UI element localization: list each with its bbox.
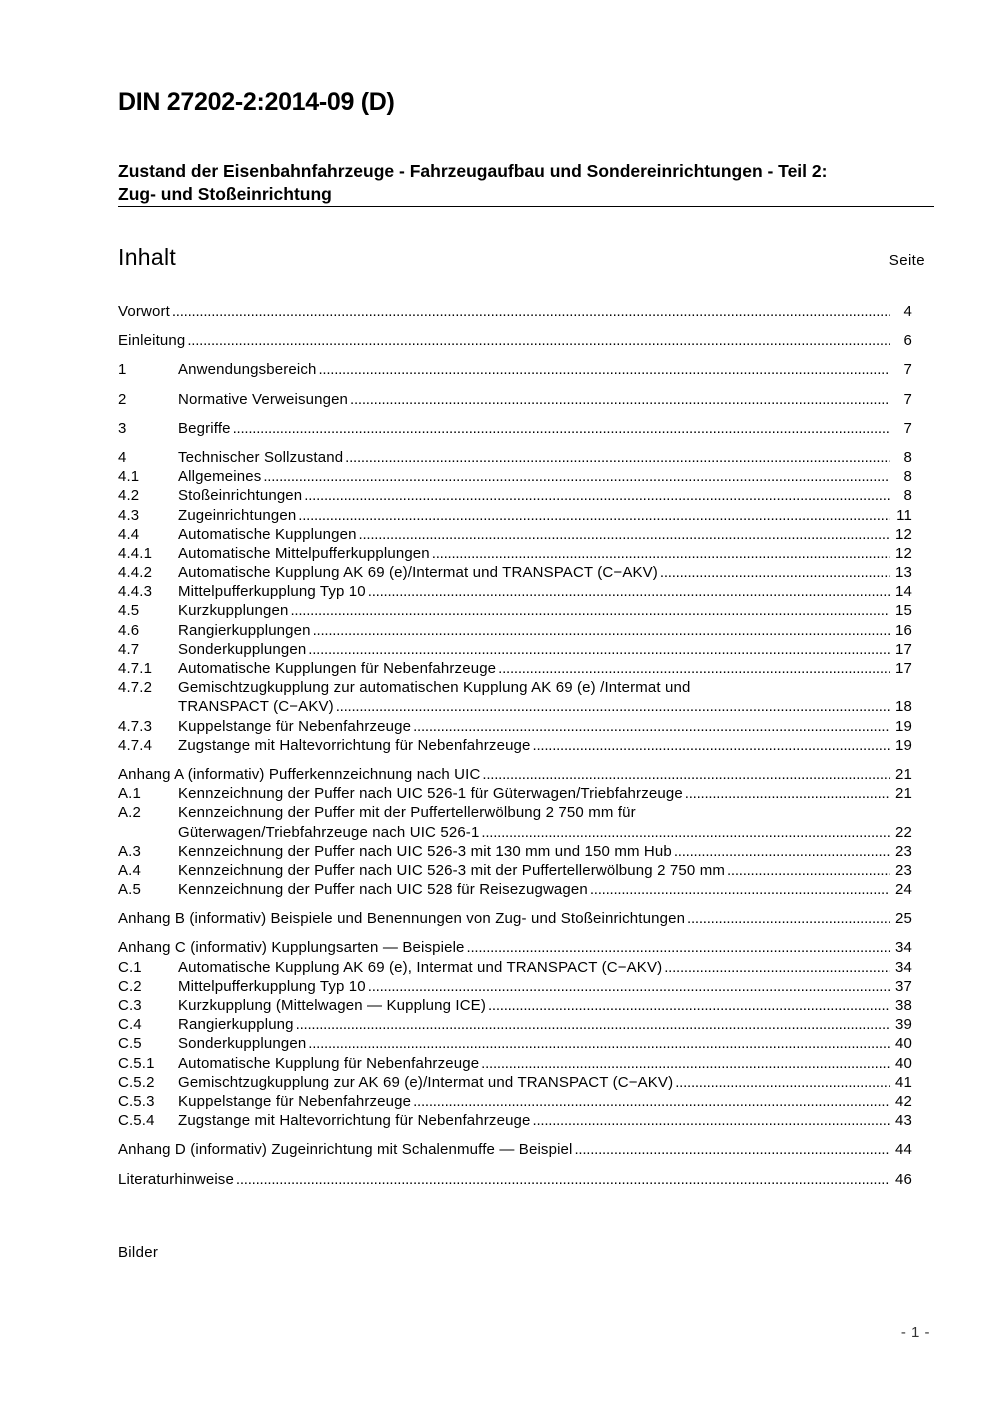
toc-entry[interactable]: [118, 563, 912, 582]
toc-entry[interactable]: [118, 506, 912, 525]
toc-entry-number: C.2: [118, 977, 142, 995]
toc-entry-number: 4.2: [118, 487, 140, 505]
toc-entry-number: 4.7.4: [118, 736, 153, 754]
toc-entry[interactable]: [118, 909, 912, 928]
toc-entry-page: 41: [895, 1073, 912, 1091]
toc-entry-number: 4.4: [118, 525, 140, 543]
toc-entry[interactable]: [118, 880, 912, 899]
toc-entry[interactable]: [118, 419, 912, 438]
toc-entry-page: 24: [895, 881, 912, 899]
toc-entry-page: 17: [895, 660, 912, 677]
toc-entry-page: 21: [895, 765, 912, 783]
toc-entry[interactable]: [118, 697, 912, 716]
toc-entry-page: 8: [903, 448, 912, 466]
toc-entry-page: 25: [895, 910, 912, 928]
toc-entry[interactable]: [118, 977, 912, 996]
toc-entry[interactable]: [118, 678, 912, 697]
toc-entry[interactable]: [118, 717, 912, 736]
toc-entry[interactable]: [118, 1111, 912, 1130]
toc-entry[interactable]: [118, 1054, 912, 1073]
toc-entry[interactable]: [118, 765, 912, 784]
toc-entry-page: 7: [903, 361, 912, 379]
toc-entry[interactable]: [118, 1015, 912, 1034]
toc-entry-title: Allgemeines . . .: [178, 467, 890, 486]
toc-entry-number: 1: [118, 361, 127, 379]
toc-entry-title: Gemischtzugkupplung zur AK 69 (e)/Intermat und TRANSPACT (C−AKV) . . .: [178, 1073, 890, 1092]
toc-entry-page: 42: [895, 1092, 912, 1110]
toc-entry-number: 4.7.2: [118, 679, 153, 697]
toc-entry-number: A.3: [118, 842, 141, 860]
toc-entry-title: Vorwort . . .: [118, 302, 890, 321]
toc-entry-page: 19: [895, 736, 912, 754]
toc-entry-page: 6: [903, 332, 912, 350]
toc-entry-title: Mittelpufferkupplung Typ 10 . . .: [178, 977, 890, 996]
toc-entry-number: 4.1: [118, 468, 140, 486]
toc-entry-title: Kurzkupplung (Mittelwagen — Kupplung ICE) . . .: [178, 996, 890, 1015]
toc-entry-title: Zugeinrichtungen . . .: [178, 506, 890, 525]
toc-entry-title: Automatische Kupplung AK 69 (e), Intermat und TRANSPACT (C−AKV) . . .: [178, 958, 890, 977]
toc-entry-page: 37: [895, 977, 912, 995]
table-of-contents: [118, 300, 912, 1189]
toc-entry[interactable]: [118, 582, 912, 601]
toc-entry-number: C.5.2: [118, 1073, 155, 1091]
toc-entry[interactable]: [118, 601, 912, 620]
toc-entry[interactable]: [118, 640, 912, 659]
document-title-line: Zug- und Stoßeinrichtung: [118, 184, 332, 204]
toc-entry-page: 13: [895, 564, 912, 582]
toc-entry-page: 15: [895, 602, 912, 620]
toc-entry[interactable]: [118, 736, 912, 755]
toc-entry-title: Anhang C (informativ) Kupplungsarten — Beispiele . . .: [118, 938, 890, 957]
toc-entry[interactable]: [118, 659, 912, 678]
toc-entry[interactable]: [118, 842, 912, 861]
document-title-line: Zustand der Eisenbahnfahrzeuge - Fahrzeugaufbau und Sondereinrichtungen - Teil 2:: [118, 161, 828, 181]
toc-entry-page: 40: [895, 1054, 912, 1072]
toc-entry[interactable]: [118, 938, 912, 957]
toc-entry[interactable]: [118, 996, 912, 1015]
toc-entry[interactable]: [118, 1170, 912, 1189]
toc-entry-number: C.5.1: [118, 1054, 155, 1072]
toc-entry-page: 46: [895, 1170, 912, 1188]
toc-entry-number: A.2: [118, 804, 141, 822]
toc-entry-title: Begriffe . . .: [178, 419, 890, 438]
toc-entry-number: A.4: [118, 861, 141, 879]
toc-entry-page: 21: [895, 785, 912, 803]
toc-entry[interactable]: [118, 861, 912, 880]
toc-entry-page: 22: [895, 823, 912, 841]
toc-entry[interactable]: [118, 784, 912, 803]
toc-entry-title: Kennzeichnung der Puffer nach UIC 526-3 mit der Puffertellerwölbung 2 750 mm . . .: [178, 861, 890, 880]
toc-entry-page: 23: [895, 842, 912, 860]
toc-entry-title: Anhang D (informativ) Zugeinrichtung mit Schalenmuffe — Beispiel . . .: [118, 1140, 890, 1159]
toc-entry-number: 3: [118, 419, 127, 437]
toc-entry-title: Kurzkupplungen . . .: [178, 601, 890, 620]
toc-entry-title: TRANSPACT (C−AKV) . . .: [178, 697, 890, 716]
toc-entry[interactable]: [118, 486, 912, 505]
toc-entry-title: Automatische Kupplung AK 69 (e)/Intermat und TRANSPACT (C−AKV) . . .: [178, 563, 890, 582]
toc-entry[interactable]: [118, 390, 912, 409]
toc-entry-page: 44: [895, 1141, 912, 1159]
toc-entry-title: Normative Verweisungen . . .: [178, 390, 890, 409]
toc-entry[interactable]: [118, 525, 912, 544]
document-id: DIN 27202-2:2014-09 (D): [118, 88, 395, 116]
toc-entry[interactable]: [118, 331, 912, 350]
toc-entry-number: C.1: [118, 958, 142, 976]
toc-entry[interactable]: [118, 621, 912, 640]
toc-entry-number: C.3: [118, 997, 142, 1014]
toc-entry-number: 4.7.3: [118, 717, 153, 735]
toc-entry-title: Rangierkupplung . . .: [178, 1015, 890, 1034]
toc-entry[interactable]: [118, 958, 912, 977]
toc-entry-title: Kuppelstange für Nebenfahrzeuge . . .: [178, 717, 890, 736]
toc-entry-title: Kennzeichnung der Puffer nach UIC 526-1 für Güterwagen/Triebfahrzeuge . . .: [178, 784, 890, 803]
toc-entry-page: 7: [903, 390, 912, 408]
toc-entry-page: 17: [895, 640, 912, 658]
toc-entry-page: 12: [895, 544, 912, 562]
toc-entry-number: 4.7.1: [118, 660, 153, 677]
toc-entry[interactable]: [118, 1140, 912, 1159]
toc-entry[interactable]: [118, 823, 912, 842]
toc-entry-number: 4.6: [118, 621, 140, 639]
toc-entry-title: Automatische Kupplungen . . .: [178, 525, 890, 544]
toc-entry-page: 40: [895, 1035, 912, 1053]
toc-entry-page: 43: [895, 1112, 912, 1130]
toc-entry-title: Rangierkupplungen . . .: [178, 621, 890, 640]
toc-entry-number: A.5: [118, 881, 141, 899]
toc-entry-page: 11: [896, 506, 912, 524]
toc-entry-page: 12: [895, 525, 912, 543]
toc-entry-page: 39: [895, 1016, 912, 1034]
toc-entry[interactable]: [118, 1092, 912, 1111]
toc-entry-title: Kennzeichnung der Puffer nach UIC 526-3 mit 130 mm und 150 mm Hub . . .: [178, 842, 890, 861]
toc-entry-title: Sonderkupplungen . . .: [178, 640, 890, 659]
toc-entry-title: Zugstange mit Haltevorrichtung für Nebenfahrzeuge . . .: [178, 736, 890, 755]
toc-entry-title: Stoßeinrichtungen . . .: [178, 486, 890, 505]
toc-entry-number: 4.4.1: [118, 544, 153, 562]
toc-entry[interactable]: [118, 467, 912, 486]
page-number: - 1 -: [900, 1324, 930, 1341]
toc-entry-title: Sonderkupplungen . . .: [178, 1034, 890, 1053]
toc-entry-title: Automatische Kupplungen für Nebenfahrzeuge . . .: [178, 659, 890, 678]
toc-entry[interactable]: [118, 1073, 912, 1092]
title-divider: [118, 206, 934, 207]
toc-entry-page: 8: [903, 468, 912, 486]
toc-entry-number: C.4: [118, 1016, 142, 1034]
toc-entry-number: 4.5: [118, 602, 140, 620]
toc-entry-number: 4.4.2: [118, 564, 153, 582]
toc-entry-page: 8: [903, 487, 912, 505]
toc-heading: Inhalt: [118, 244, 177, 270]
toc-entry-page: 38: [895, 997, 912, 1014]
toc-entry-page: 19: [895, 717, 912, 735]
toc-entry-title: Technischer Sollzustand . . .: [178, 448, 890, 467]
toc-entry-number: 4.7: [118, 640, 140, 658]
toc-entry-title: Mittelpufferkupplung Typ 10 . . .: [178, 582, 890, 601]
document-title: [118, 160, 934, 206]
toc-entry-number: 2: [118, 390, 127, 408]
toc-entry-page: 34: [895, 939, 912, 957]
toc-entry-number: C.5: [118, 1035, 142, 1053]
toc-entry-number: 4.4.3: [118, 583, 153, 601]
toc-entry-number: 4: [118, 448, 127, 466]
toc-entry-title: Kennzeichnung der Puffer mit der Puffertellerwölbung 2 750 mm für: [178, 804, 636, 822]
toc-entry[interactable]: [118, 448, 912, 467]
toc-entry-page: 7: [903, 419, 912, 437]
toc-entry-title: Automatische Kupplung für Nebenfahrzeuge . . .: [178, 1054, 890, 1073]
toc-entry-title: Automatische Mittelpufferkupplungen . . .: [178, 544, 890, 563]
toc-entry-number: C.5.4: [118, 1112, 155, 1130]
toc-entry[interactable]: [118, 360, 912, 379]
toc-entry-page: 16: [895, 621, 912, 639]
toc-entry-title: Güterwagen/Triebfahrzeuge nach UIC 526-1 . . .: [178, 823, 890, 842]
toc-entry-number: A.1: [118, 785, 141, 803]
toc-entry[interactable]: [118, 803, 912, 822]
toc-entry-page: 34: [895, 958, 912, 976]
toc-entry-title: Kuppelstange für Nebenfahrzeuge . . .: [178, 1092, 890, 1111]
toc-entry-title: Zugstange mit Haltevorrichtung für Nebenfahrzeuge . . .: [178, 1111, 890, 1130]
toc-entry-page: 23: [895, 861, 912, 879]
toc-entry-page: 4: [903, 303, 912, 320]
toc-entry-title: Gemischtzugkupplung zur automatischen Kupplung AK 69 (e) /Intermat und: [178, 679, 691, 697]
toc-entry-title: Anhang B (informativ) Beispiele und Benennungen von Zug- und Stoßeinrichtungen . . .: [118, 909, 890, 928]
toc-entry-page: 14: [895, 583, 912, 601]
toc-entry-page: 18: [895, 698, 912, 716]
toc-page-column-label: Seite: [888, 252, 925, 269]
toc-entry-number: 4.3: [118, 506, 140, 524]
toc-entry-title: Anhang A (informativ) Pufferkennzeichnung nach UIC . . .: [118, 765, 890, 784]
toc-entry[interactable]: [118, 1034, 912, 1053]
toc-entry-title: Literaturhinweise . . .: [118, 1170, 890, 1189]
toc-entry[interactable]: [118, 544, 912, 563]
toc-entry-title: Kennzeichnung der Puffer nach UIC 528 für Reisezugwagen . . .: [178, 880, 890, 899]
toc-entry-number: C.5.3: [118, 1092, 155, 1110]
toc-entry[interactable]: [118, 302, 912, 321]
figures-heading: Bilder: [118, 1244, 159, 1261]
toc-entry-title: Einleitung . . .: [118, 331, 890, 350]
toc-entry-title: Anwendungsbereich . . .: [178, 360, 890, 379]
